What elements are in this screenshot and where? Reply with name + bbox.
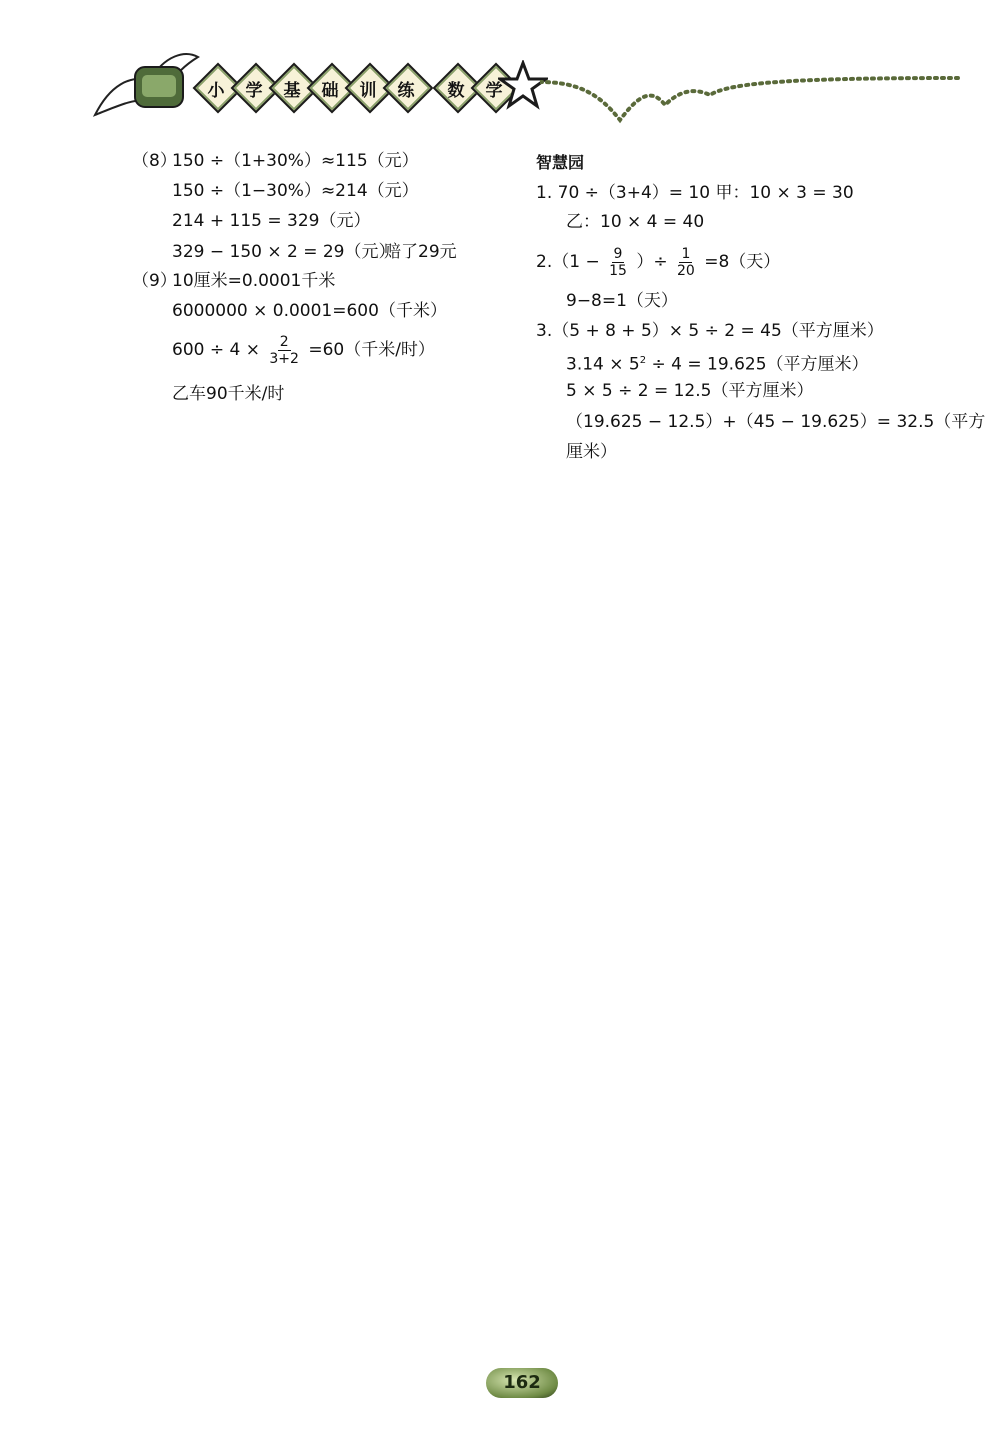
fraction bbox=[607, 246, 629, 279]
winged-bag-logo bbox=[90, 45, 200, 130]
q9-label: （9） bbox=[132, 271, 177, 291]
title-char: 练 bbox=[397, 81, 415, 101]
p2-line-1 bbox=[536, 242, 780, 282]
q9-line-3 bbox=[172, 330, 435, 370]
p2-mid: ）÷ bbox=[636, 252, 668, 272]
title-char: 数 bbox=[447, 81, 465, 101]
q9-line-4: 乙车90千米/时 bbox=[172, 384, 285, 404]
p3-line-4: （19.625 − 12.5）+（45 − 19.625）= 32.5（平方 bbox=[566, 412, 986, 432]
title-char: 础 bbox=[321, 81, 339, 101]
fraction bbox=[675, 246, 697, 279]
header-banner bbox=[90, 40, 960, 140]
exponent: 2 bbox=[639, 355, 647, 366]
p3-line-2 bbox=[566, 350, 869, 376]
p1-line-2: 乙：10 × 4 = 40 bbox=[566, 212, 705, 232]
p2-line-2: 9−8=1（天） bbox=[566, 291, 678, 311]
q8-line-2: 150 ÷（1−30%）≈214（元） bbox=[172, 181, 419, 201]
p2-post: =8（天） bbox=[704, 252, 781, 272]
fraction-denominator: 3+2 bbox=[269, 350, 299, 367]
fraction-denominator: 20 bbox=[676, 262, 695, 279]
p3-line-3: 5 × 5 ÷ 2 = 12.5（平方厘米） bbox=[566, 381, 814, 401]
fraction-numerator: 2 bbox=[279, 333, 289, 350]
fraction-denominator: 15 bbox=[609, 262, 627, 279]
q8-line-4: 329 − 150 × 2 = 29（元） bbox=[172, 242, 396, 262]
q8-line-3: 214 + 115 = 329（元） bbox=[172, 211, 371, 231]
q8-label: （8） bbox=[132, 151, 177, 171]
p1-line-1: 1. 70 ÷（3+4）= 10 甲：10 × 3 = 30 bbox=[536, 183, 854, 203]
fraction-numerator: 1 bbox=[681, 245, 691, 262]
title-char: 学 bbox=[245, 81, 263, 101]
p3-line-2-pre: 3.14 × 5 bbox=[566, 354, 640, 375]
p3-line-5: 厘米） bbox=[566, 442, 617, 462]
fraction bbox=[267, 334, 301, 367]
q8-conclusion: 赔了29元 bbox=[384, 242, 457, 262]
q8-line-1: 150 ÷（1+30%）≈115（元） bbox=[172, 151, 419, 171]
title-char: 小 bbox=[207, 81, 225, 101]
title-char: 学 bbox=[485, 81, 503, 101]
dotted-wave-decoration bbox=[540, 70, 960, 130]
page-number: 162 bbox=[503, 1372, 541, 1393]
fraction-numerator: 9 bbox=[613, 245, 623, 262]
q9-line-1: 10厘米=0.0001千米 bbox=[172, 271, 336, 291]
q9-line-2: 6000000 × 0.0001=600（千米） bbox=[172, 301, 447, 321]
q9-line-3-post: =60（千米/时） bbox=[308, 340, 435, 360]
title-tiles bbox=[200, 70, 520, 110]
p3-line-2-post: ÷ 4 = 19.625（平方厘米） bbox=[646, 354, 869, 375]
title-char: 训 bbox=[359, 81, 377, 101]
p2-pre: 2.（1 − bbox=[536, 252, 600, 272]
title-char: 基 bbox=[283, 81, 301, 101]
p3-line-1: 3.（5 + 8 + 5）× 5 ÷ 2 = 45（平方厘米） bbox=[536, 321, 884, 341]
section-title: 智慧园 bbox=[536, 153, 585, 172]
q9-line-3-pre: 600 ÷ 4 × bbox=[172, 340, 260, 360]
